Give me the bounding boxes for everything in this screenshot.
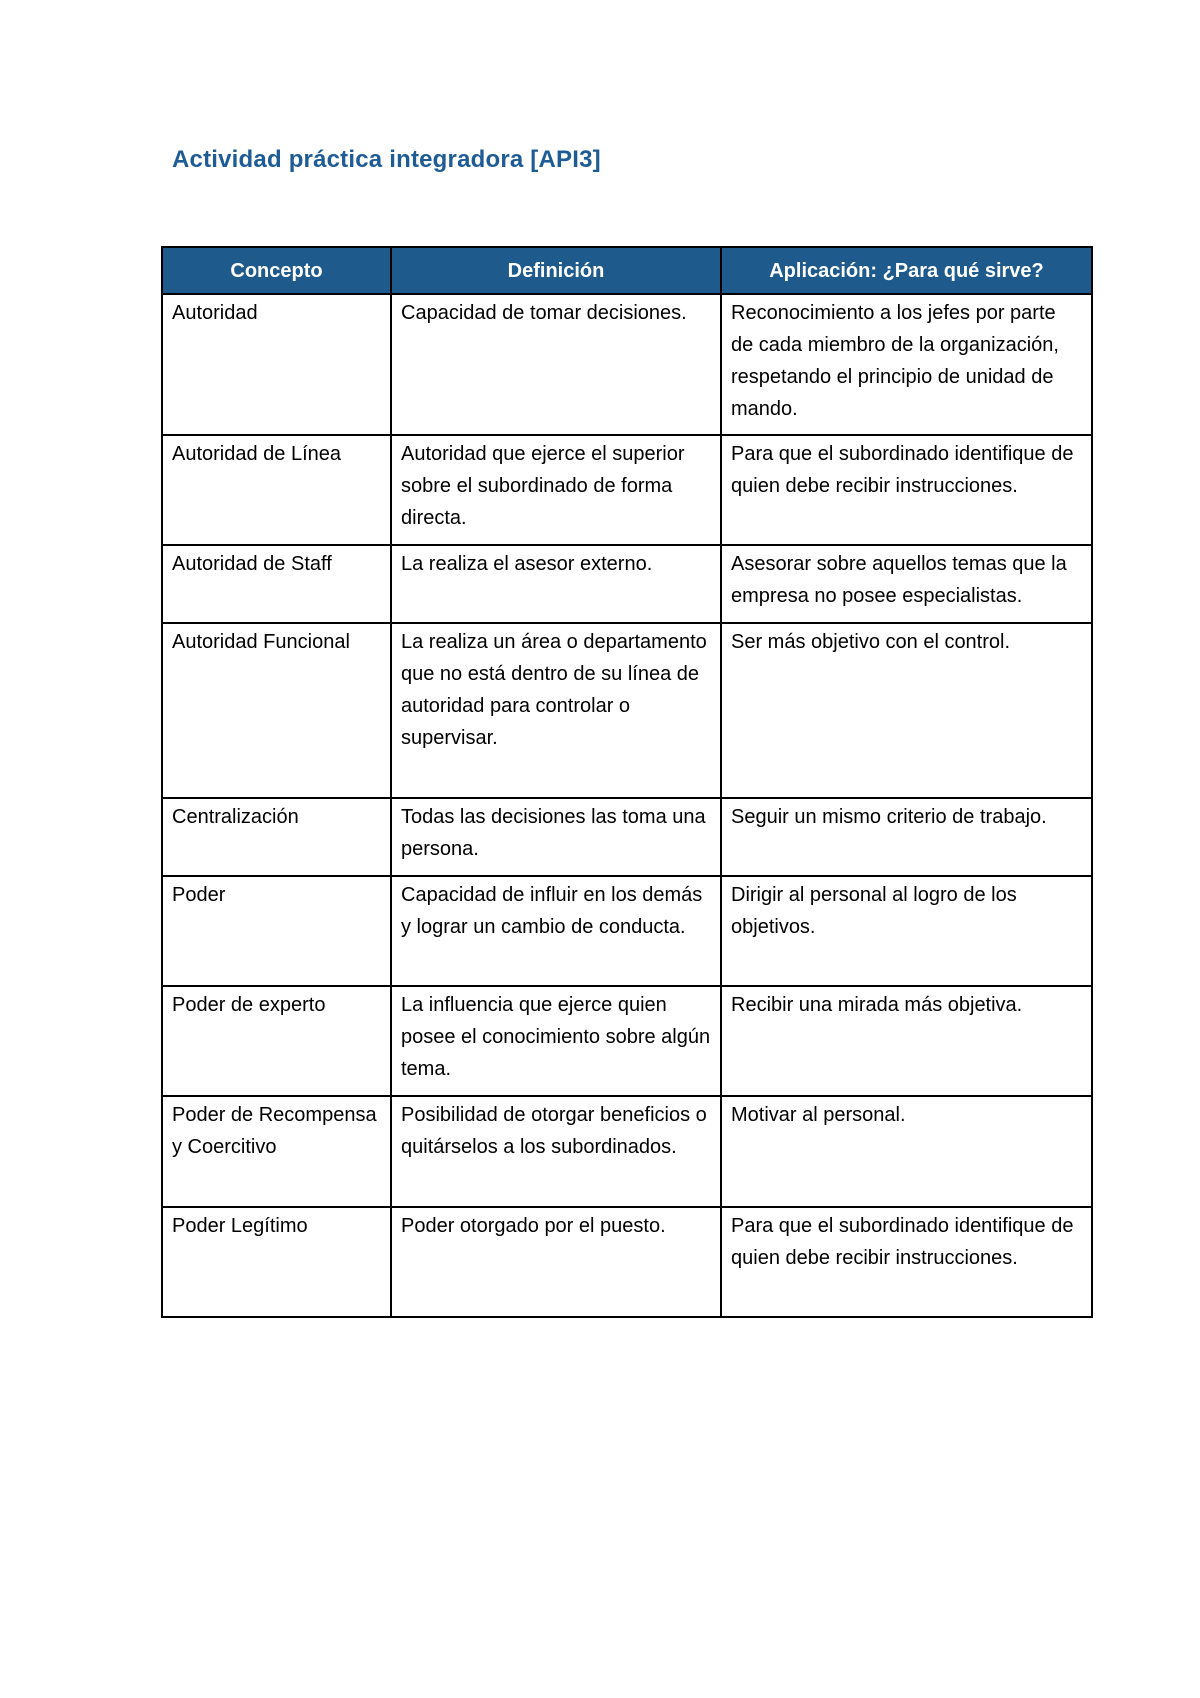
cell-aplicacion: Recibir una mirada más objetiva. [721,986,1092,1096]
cell-concepto: Poder Legítimo [162,1207,391,1317]
table-row [162,876,1092,986]
table-row [162,623,1092,798]
table-header-row [162,247,1092,294]
table-row [162,435,1092,545]
cell-definicion: Poder otorgado por el puesto. [391,1207,721,1317]
cell-aplicacion: Para que el subordinado identifique de quien debe recibir instrucciones. [721,435,1092,545]
cell-concepto: Poder de experto [162,986,391,1096]
header-definicion: Definición [391,247,721,294]
cell-definicion: La influencia que ejerce quien posee el conocimiento sobre algún tema. [391,986,721,1096]
cell-concepto: Poder de Recompensa y Coercitivo [162,1096,391,1207]
table-row [162,1207,1092,1317]
cell-definicion: Capacidad de tomar decisiones. [391,294,721,435]
cell-aplicacion: Reconocimiento a los jefes por parte de cada miembro de la organización, respetando el principio de unidad de mando. [721,294,1092,435]
cell-concepto: Centralización [162,798,391,876]
cell-concepto: Autoridad [162,294,391,435]
concepts-table [161,246,1093,1318]
cell-aplicacion: Ser más objetivo con el control. [721,623,1092,798]
cell-aplicacion: Para que el subordinado identifique de quien debe recibir instrucciones. [721,1207,1092,1317]
header-aplicacion: Aplicación: ¿Para qué sirve? [721,247,1092,294]
cell-aplicacion: Seguir un mismo criterio de trabajo. [721,798,1092,876]
cell-definicion: Posibilidad de otorgar beneficios o quitárselos a los subordinados. [391,1096,721,1207]
table-row [162,545,1092,623]
cell-definicion: La realiza el asesor externo. [391,545,721,623]
table-row [162,1096,1092,1207]
table-row [162,294,1092,435]
table-row [162,986,1092,1096]
cell-concepto: Poder [162,876,391,986]
cell-concepto: Autoridad Funcional [162,623,391,798]
cell-aplicacion: Asesorar sobre aquellos temas que la empresa no posee especialistas. [721,545,1092,623]
cell-definicion: Capacidad de influir en los demás y lograr un cambio de conducta. [391,876,721,986]
cell-aplicacion: Motivar al personal. [721,1096,1092,1207]
table-row [162,798,1092,876]
cell-definicion: Todas las decisiones las toma una persona. [391,798,721,876]
cell-definicion: La realiza un área o departamento que no está dentro de su línea de autoridad para controlar o supervisar. [391,623,721,798]
cell-concepto: Autoridad de Línea [162,435,391,545]
cell-concepto: Autoridad de Staff [162,545,391,623]
header-concepto: Concepto [162,247,391,294]
cell-aplicacion: Dirigir al personal al logro de los objetivos. [721,876,1092,986]
page-title: Actividad práctica integradora [API3] [172,146,601,173]
cell-definicion: Autoridad que ejerce el superior sobre el subordinado de forma directa. [391,435,721,545]
